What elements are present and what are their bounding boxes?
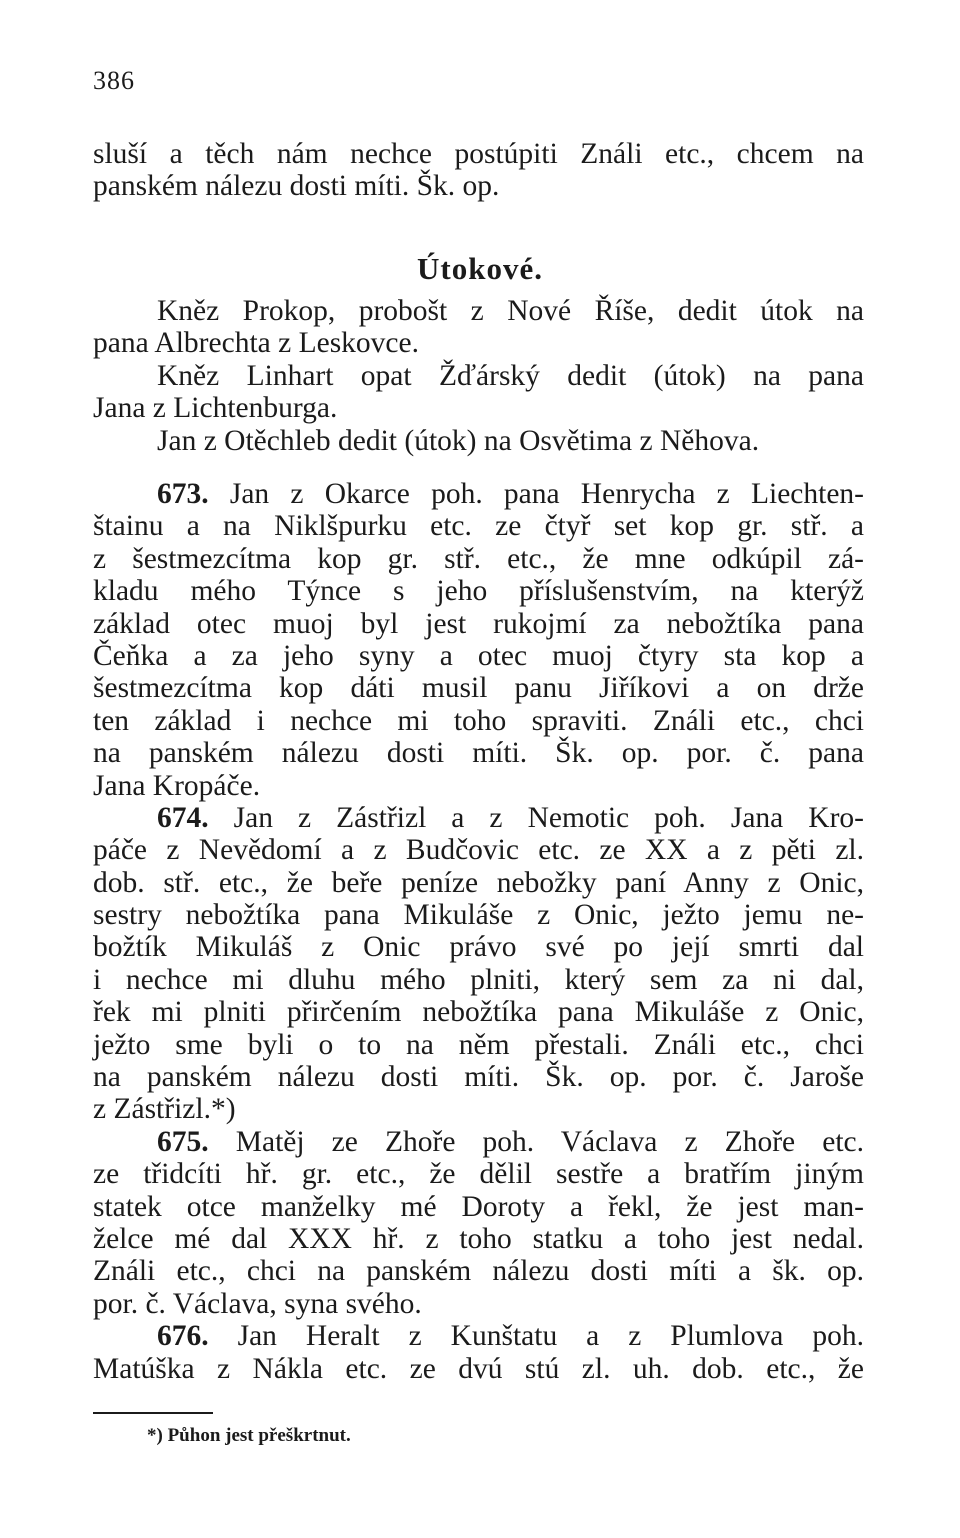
text-line: páče z Nevědomí a z Budčovic etc. ze XX a z pěti zl. [93,834,864,867]
text-line: panském nálezu dosti míti. Šk. op. [93,170,500,203]
text-line: ze třidcíti hř. gr. etc., že dělil sestře a bratřím jiným [93,1158,864,1191]
entry-first-line [93,478,864,510]
entry-first-line [93,802,864,834]
text-line: Kněz Linhart opat Žďárský dedit (útok) na pana [157,359,864,392]
text-line: Jana Kropáče. [93,769,261,802]
text-line: statek otce manželky mé Doroty a řekl, že jest man- [93,1190,864,1223]
text-line: Kněz Prokop, probošt z Nové Říše, dedit útok na [157,295,864,327]
text-line: na panském nálezu dosti míti. Šk. op. por. č. Jaroše [93,1061,864,1094]
text-line: Ználi etc., chci na panském nálezu dosti míti a šk. op. [93,1255,864,1288]
text-line: Jan z Okarce poh. pana Henrycha z Liechten- [229,478,865,510]
section-heading: Útokové. [417,251,543,286]
text-line: Čeňka a za jeho syny a otec muoj čtyry sta kop a [93,639,864,672]
entry-number: 675. [157,1125,209,1158]
text-line: božtík Mikuláš z Onic právo své po její smrti dal [93,931,864,964]
text-line: štainu a na Niklšpurku etc. ze čtyř set kop gr. stř. a [93,510,864,543]
text-line: Jan Heralt z Kunštatu a z Plumlova poh. [237,1320,865,1353]
text-line: sluší a těch nám nechce postúpiti Ználi etc., chcem na [93,138,864,170]
text-line: Matúška z Nákla etc. ze dvú stú zl. uh. dob. etc., že [93,1352,864,1385]
text-line: i nechce mi dluhu mého plniti, který sem za ni dal, [93,963,864,996]
entry-first-line [93,1126,864,1158]
text-line: por. č. Václava, syna svého. [93,1287,422,1320]
footnote-divider [93,1412,213,1414]
text-line: ten základ i nechce mi toho spraviti. Ználi etc., chci [93,704,864,737]
entry-number: 676. [157,1320,209,1353]
text-line: základ otec muoj byl jest rukojmí za nebožtíka pana [93,607,864,640]
entries-section [93,478,864,1385]
text-line: sestry nebožtíka pana Mikuláše z Onic, ježto jemu ne- [93,899,864,932]
page-number: 386 [93,66,135,95]
footnote: *) Půhon jest přeškrtnut. [147,1425,351,1446]
text-line: řek mi plniti přirčením nebožtíka pana Mikuláše z Onic, [93,996,864,1029]
intro-paragraph [93,138,864,203]
entry-first-line [93,1320,864,1352]
text-line: Jan z Zástřizl a z Nemotic poh. Jana Kro- [233,801,865,834]
text-line: kladu mého Týnce s jeho příslušenstvím, na kterýž [93,575,864,608]
text-line: ježto sme byli o to na něm přestali. Ználi etc., chci [93,1028,864,1061]
text-line: na panském nálezu dosti míti. Šk. op. por. č. pana [93,737,864,770]
text-line: želce mé dal XXX hř. z toho statku a toho jest nedal. [93,1222,864,1255]
text-line: z šestmezcítma kop gr. stř. etc., že mne odkúpil zá- [93,542,864,575]
text-line: pana Albrechta z Leskovce. [93,327,419,360]
entry-number: 674. [157,801,209,834]
text-line: Jan z Otěchleb dedit (útok) na Osvětima z Něhova. [157,424,760,457]
text-line: dob. stř. etc., že beře peníze nebožky paní Anny z Onic, [93,866,864,899]
text-line: z Zástřizl.*) [93,1093,236,1126]
text-line: šestmezcítma kop dáti musil panu Jiříkovi a on drže [93,672,864,705]
utokove-section [93,295,864,457]
text-line: Jana z Lichtenburga. [93,392,338,425]
text-line: Matěj ze Zhoře poh. Václava z Zhoře etc. [235,1125,864,1158]
entry-number: 673. [157,478,209,510]
